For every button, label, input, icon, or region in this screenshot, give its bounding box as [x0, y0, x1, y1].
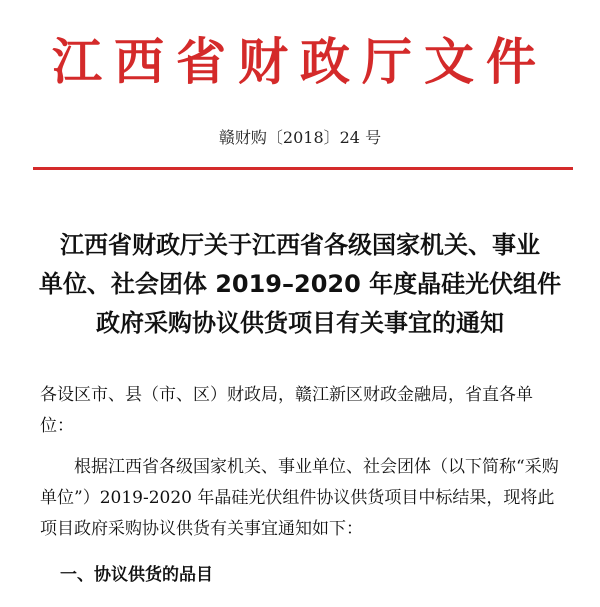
- body-text: [40, 380, 565, 555]
- title-line-2: 单位、社会团体 2019–2020 年度晶硅光伏组件: [38, 270, 562, 298]
- document-header: 江西省财政厅文件: [52, 32, 548, 91]
- title-line-3: 政府采购协议供货项目有关事宜的通知: [96, 309, 504, 337]
- title-line-1: 江西省财政厅关于江西省各级国家机关、事业: [60, 231, 540, 259]
- red-divider: [33, 167, 573, 170]
- document-number: 赣财购〔2018〕24 号: [218, 128, 382, 147]
- notice-title: [22, 226, 578, 343]
- recipient-line: 各设区市、县（市、区）财政局，赣江新区财政金融局，省直各单位：: [40, 385, 533, 436]
- main-paragraph: 根据江西省各级国家机关、事业单位、社会团体（以下简称“采购单位”）2019-2020 年晶硅光伏组件协议供货项目中标结果，现将此项目政府采购协议供货有关事宜通知如下：: [40, 457, 559, 539]
- section-heading-1: 一、协议供货的品目: [60, 565, 213, 585]
